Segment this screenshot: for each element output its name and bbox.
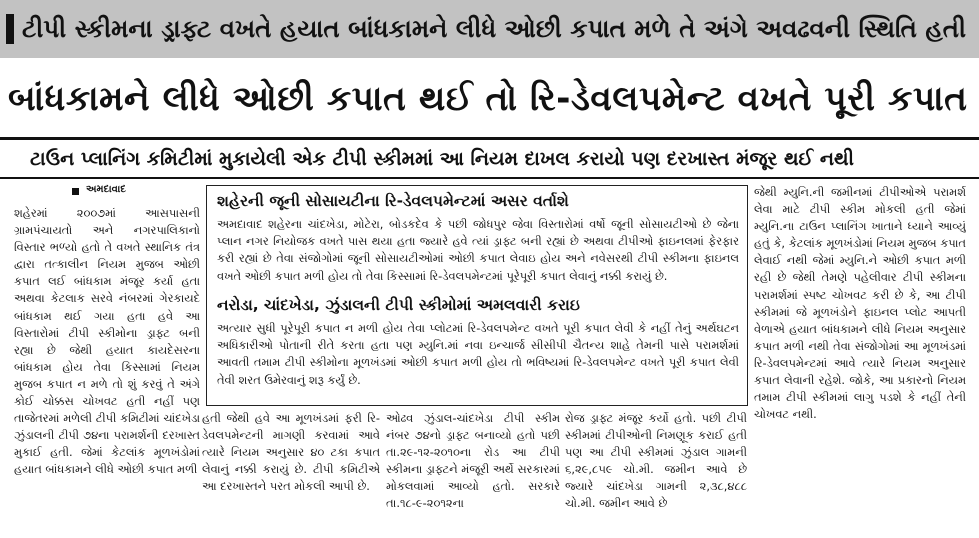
inset-heading: નરોડા, ચાંદખેડા, ઝુંડાલની ટીપી સ્કીમોમાં અમલવારી કરાઇ [217, 296, 580, 314]
article-column-5: જેથી મ્યુનિ.ની જમીનમાં ટીપીઓએ પરામર્શ લેવા માટે ટીપી સ્કીમ મોકલી હતી જેમાં મ્યુનિ.ના ટાઉન પ્લાનિંગ ખાતાને ધ્યાને આવ્યું હતું કે, કેટલાંક મૂળખંડોમાં નિયમ મુજબ કપાત લેવાઈ નથી જેમાં મ્યુનિ.ને ઓછી કપાત મળી રહી છે જેથી તેમણે પહેલીવાર ટીપી સ્કીમના પરામર્શમાં સ્પષ્ટ ચોખવટ કરી છે કે, આ ટીપી સ્કીમમાં જે મૂળખંડોને ફાઇનલ પ્લોટ આપતી વેળાએ હયાત બાંધકામને લીધે નિયમ અનુસાર કપાત મળી નથી તેવા સંજોગોમાં આ મૂળખંડમાં રિ-ડેવલપમેન્ટમાં આવે ત્યારે નિયમ અનુસાર કપાત લેવાની રહેશે. જોકે, આ પ્રકારનો નિયમ તમામ ટીપી સ્કીમમાં લાગુ પડશે કે નહીં તેની ચોખવટ નથી. [754, 185, 966, 422]
article-column-1: શહેરમાં ૨૦૦૭માં આસપાસની ગ્રામપંચાયતો અને નગરપાલિકાનો વિસ્તાર ભળ્યો હતો તે વખતે સ્થાનિક તંત્ર દ્વારા તત્કાલીન નિયમ મુજબ ઓછી કપાત લઈ બાંધકામ મંજૂર કર્યા હતા અથવા કેટલાક સરવે નંબરમાં ગેરકાયદે બાંધકામ થઈ ગયા હતા હવે આ વિસ્તારોમાં ટીપી સ્કીમોના ડ્રાફ્ટ બની રહ્યા છે જેથી હયાત કાયદેસરના બાંધકામ હોય તેવા કિસ્સામાં નિયમ મુજબ કપાત ન મળે તો શું કરવું તે અંગે કોઈ ચોક્કસ ચોખવટ હતી નહીં પણ તાજેતરમાં મળેલી ટીપી કમિટીમાં ચાંદખેડા ઝુંડાલની ટીપી ૭૪ના પરામર્શની દરખાસ્ત મુકાઈ હતી. જેમાં કેટલાંક મૂળખંડોમાં હયાત બાંધકામને લીધે ઓછી કપાત મળી [14, 206, 200, 477]
inset-paragraph: અમદાવાદ શહેરના ચાંદખેડા, મોટેરા, બોડકદેવ કે પછી જોધપુર જેવા વિસ્તારોમાં વર્ષો જૂની સોસાયટીઓ છે જેના પ્લાન નગર નિયોજક વખતે પાસ થયા હતા જ્યારે હવે ત્યાં ડ્રાફ્ટ બની રહ્યાં છે અથવા ટીપીઓ ફાઇનલમાં ફેરફાર કરી રહ્યાં છે તેવા સંજોગોમાં જૂની સોસાયટીઓમાં ઓછી કપાત લેવાઇ હોય અને નવેસરથી ટીપી સ્કીમના ફાઇનલ વખતે ઓછી કપાત મળી હોય તો તેવા કિસ્સામાં રિ-ડેવલપમેન્ટમાં પૂરેપૂરી કપાત લેવાનું નક્કી કરાયું છે. [217, 217, 739, 283]
divider-rule [0, 177, 979, 179]
article-column-4: રોજ ડ્રાફ્ટ મંજૂર કર્યો હતો. પછી ટીપી સ્કીમમાં ટીપીઓની નિમણૂક કરાઈ હતી પણ આ ટીપી સ્કીમમાં ઝુંડાલ ગામની ૬,૨૯,૮૫૯ ચો.મી. જમીન આવે છે જ્યારે ચાંદખેડા ગામની ૨,૩૮,૪૮૮ ચો.મી. જમીન આવે છે [565, 411, 747, 511]
kicker-marker [6, 14, 14, 44]
main-headline: બાંધકામને લીધે ઓછી કપાત થઈ તો રિ-ડેવલપમેન્ટ વખતે પૂરી કપાત [8, 79, 968, 119]
inset-heading: શહેરની જૂની સોસાયટીના રિ-ડેવલપમેન્ટમાં અસર વર્તાશે [217, 192, 569, 210]
sub-headline: ટાઉન પ્લાનિંગ કમિટીમાં મુકાયેલી એક ટીપી સ્કીમમાં આ નિયમ દાખલ કરાયો પણ દરખાસ્ત મંજૂર થઈ નથી [30, 148, 854, 170]
article-column-3: ઓઢવ ઝુંડાલ-ચાંદખેડા ટીપી સ્કીમ નંબર ૭૪નો ડ્રાફ્ટ બનાવ્યો હતો પછી તા.૨૯-૧૨-૨૦૧૦ના રોડ આ ટીપી સ્કીમના ડ્રાફ્ટને મંજૂરી અર્થે સરકારમાં મોકલવામાં આવ્યો હતો. સરકારે તા.૧૮-૯-૨૦૧૨ના [386, 411, 560, 511]
divider-rule [0, 137, 979, 140]
dateline: અમદાવાદ [86, 184, 126, 195]
inset-paragraph: અત્યાર સુધી પૂરેપૂરી કપાત ન મળી હોય તેવા પ્લોટમાં રિ-ડેવલપમેન્ટ વખતે પૂરી કપાત લેવી કે નહીં તેનું અર્થઘટન અધિકારીઓ પોતાની રીતે કરતા હતા પણ મ્યુનિ.માં નવા ઇન્ચાર્જ સીસીપી ચૈતન્ય શાહે તેમની પાસે પરામર્શમાં આવતી તમામ ટીપી સ્કીમોના મૂળખંડમાં ઓછી કપાત મળી હોય તો ભવિષ્યમાં રિ-ડેવલપમેન્ટ વખતે પૂરી કપાત લેવી તેવી શરત ઉમેરવાનું શરૂ કર્યું છે. [217, 321, 739, 387]
dateline-bullet [72, 188, 79, 195]
kicker-headline: ટીપી સ્કીમના ડ્રાફ્ટ વખતે હયાત બાંધકામને લીધે ઓછી કપાત મળે તે અંગે અવઢવની સ્થિતિ હતી [22, 14, 967, 43]
article-column-2: હતી જેથી હવે આ મૂળખંડમાં ફરી રિ-ડેવલપમેન્ટની માગણી કરવામાં આવે ત્યારે નિયમ અનુસાર ૪૦ ટકા કપાત લેવાનું નક્કી કરાયું છે. ટીપી કમિટીએ આ દરખાસ્તને પરત મોકલી આપી છે. [202, 411, 380, 494]
inset-box [206, 185, 748, 406]
